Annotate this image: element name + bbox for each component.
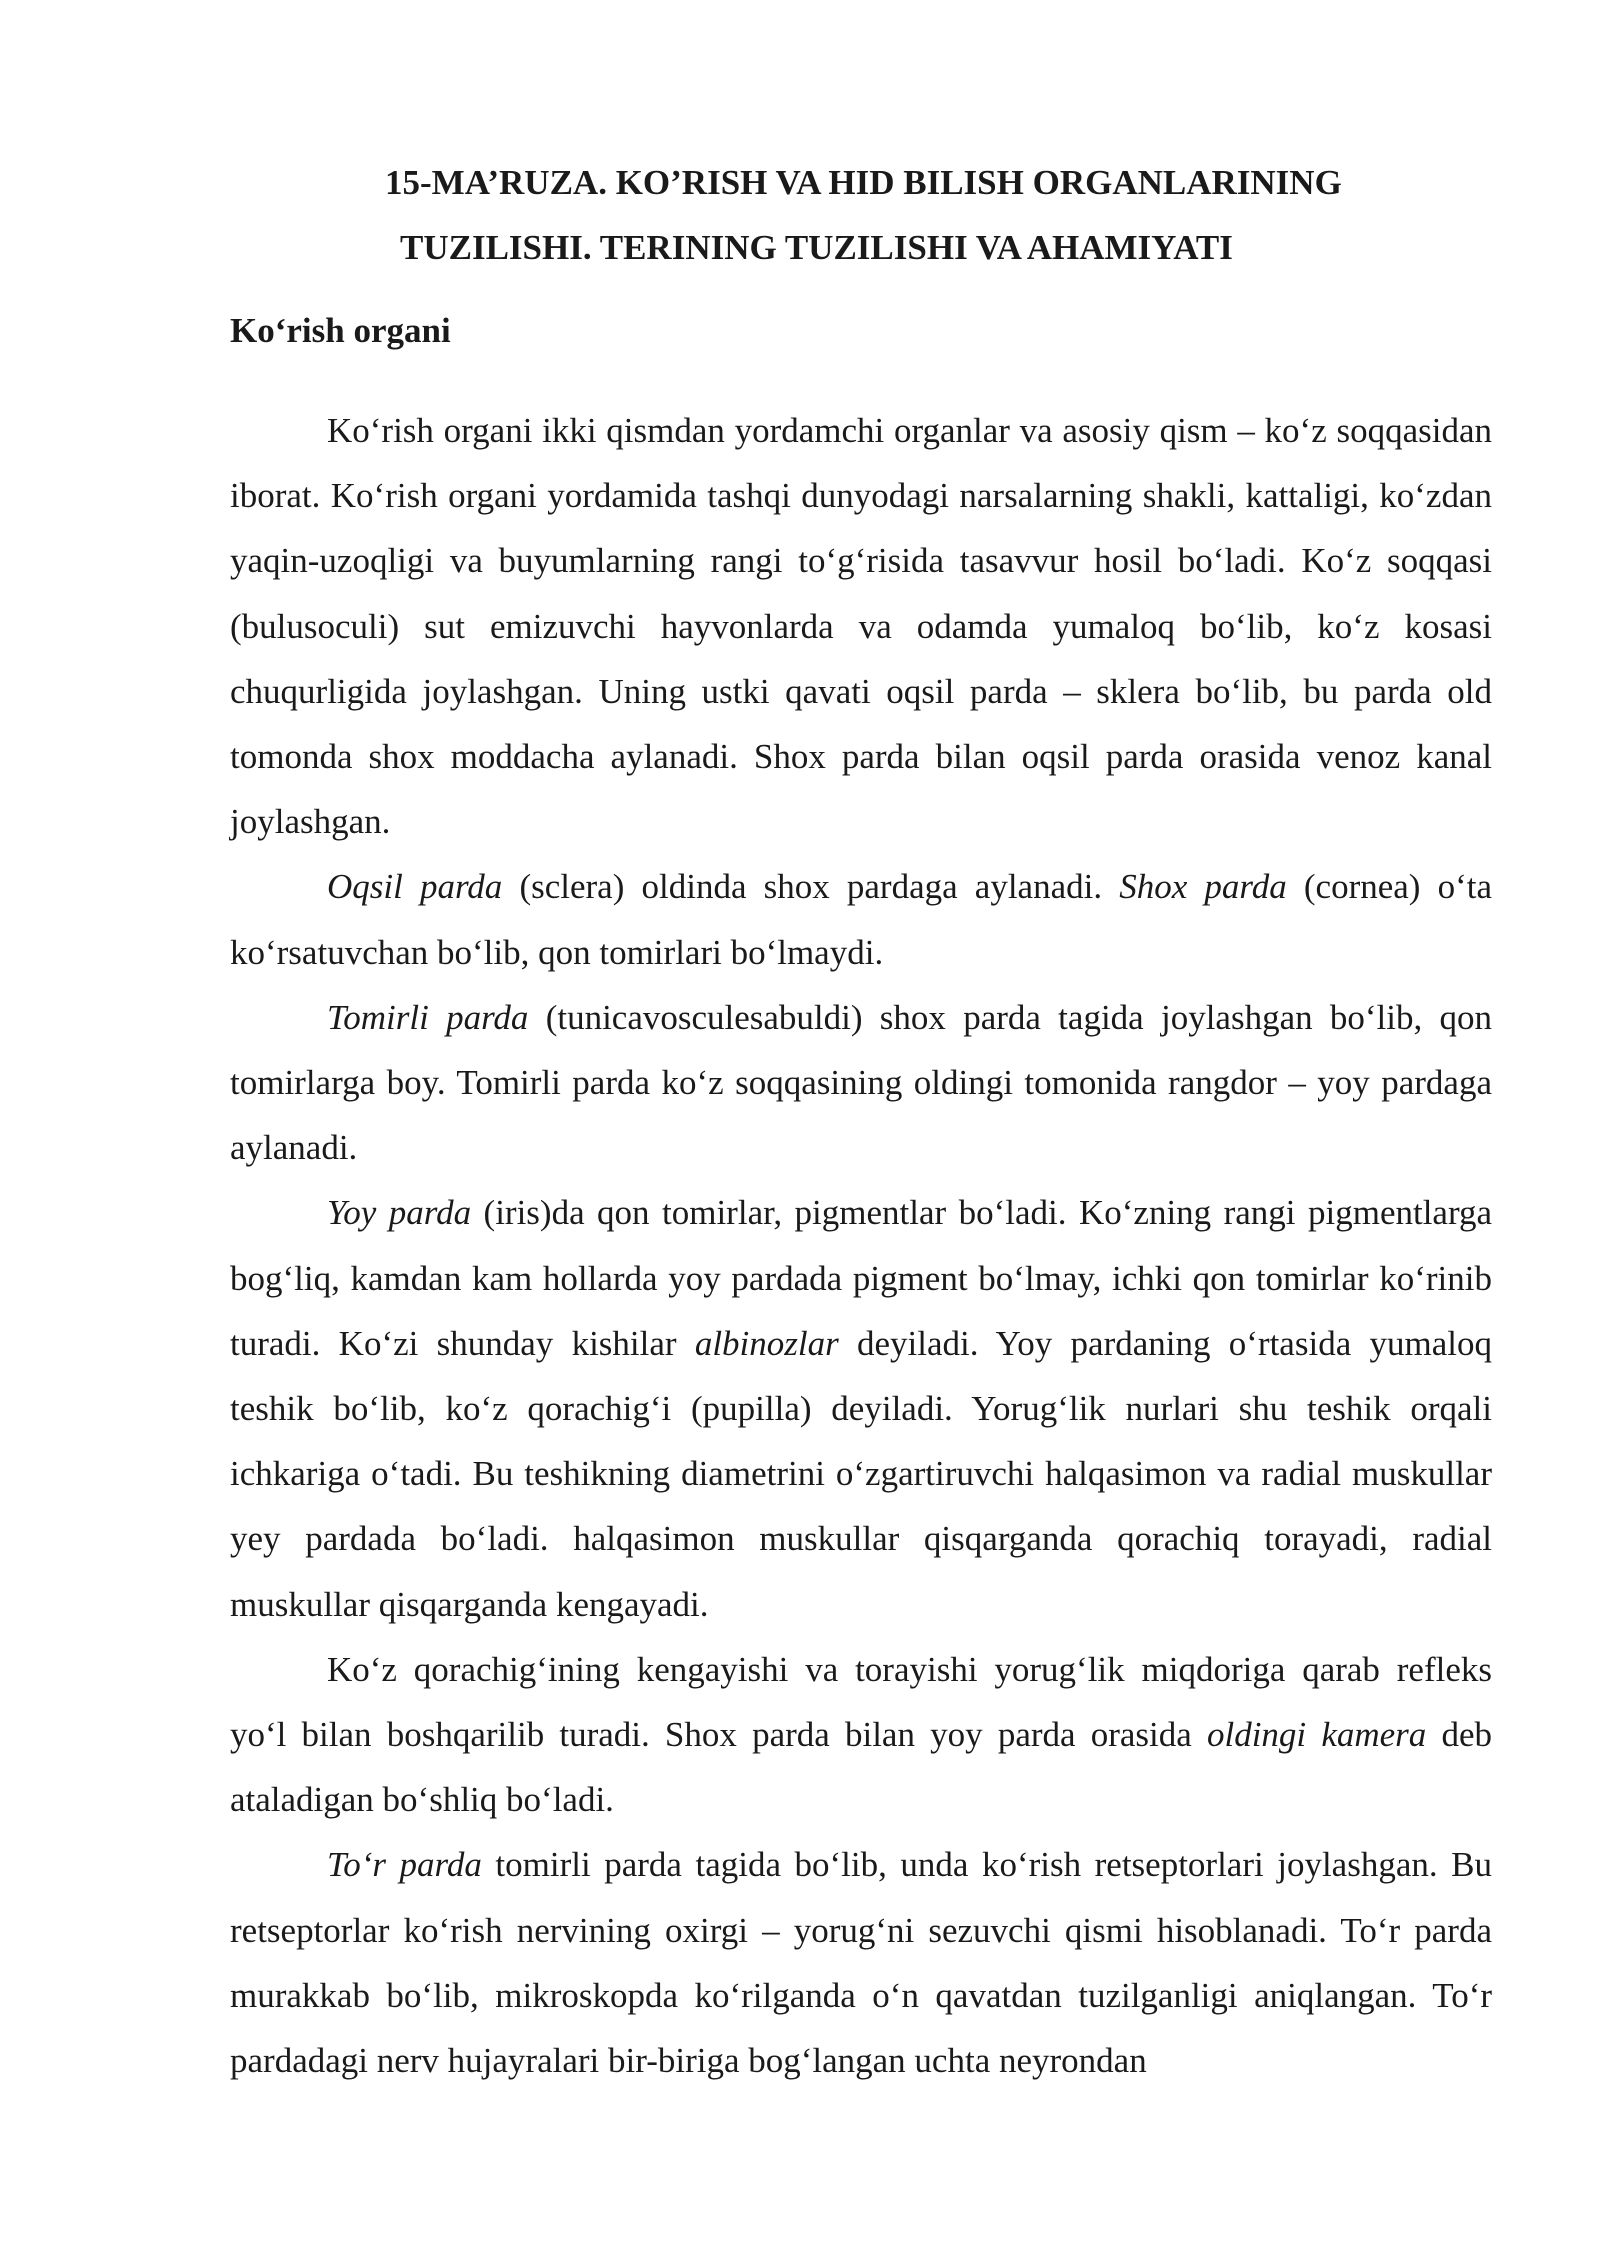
- term-oqsil-parda: Oqsil parda: [327, 867, 503, 907]
- paragraph-4-text-b: deyiladi. Yoy pardaning o‘rtasida yumaloq teshik bo‘lib, ko‘z qorachig‘i (pupilla) deyiladi. Yorug‘lik nurlari shu teshik orqali ichkariga o‘tadi. Bu teshikning diametrini o‘zgartiruvchi halqasimon va radial muskullar yey pardada bo‘ladi. halqasimon muskullar qisqarganda qorachiq torayadi, radial muskullar qisqarganda kengayadi.: [230, 1323, 1492, 1624]
- paragraph-1: [230, 398, 1492, 854]
- paragraph-3: [230, 985, 1492, 1181]
- lecture-title: [230, 150, 1600, 280]
- paragraph-2-text-b: (cornea) o‘ta ko‘rsatuvchan bo‘lib, qon tomirlari bo‘lmaydi.: [230, 867, 1492, 972]
- document-body: [230, 398, 1492, 2093]
- term-tor-parda: To‘r parda: [327, 1845, 482, 1885]
- title-line-1: 15-MA’RUZA. KO’RISH VA HID BILISH ORGANLARINING: [385, 163, 1342, 202]
- paragraph-5: [230, 1637, 1492, 1833]
- paragraph-1-text: Ko‘rish organi ikki qismdan yordamchi organlar va asosiy qism – ko‘z soqqasidan iborat. Ko‘rish organi yordamida tashqi dunyodagi narsalarning shakli, kattaligi, ko‘zdan yaqin-uzoqligi va buyumlarning rangi to‘g‘risida tasavvur hosil bo‘ladi. Ko‘z soqqasi (bulusoculi) sut emizuvchi hayvonlarda va odamda yumaloq bo‘lib, ko‘z kosasi chuqurligida joylashgan. Uning ustki qavati oqsil parda – sklera bo‘lib, bu parda old tomonda shox moddacha aylanadi. Shox parda bilan oqsil parda orasida venoz kanal joylashgan.: [230, 411, 1492, 842]
- term-albinozlar: albinozlar: [694, 1323, 839, 1363]
- paragraph-6-text: tomirli parda tagida bo‘lib, unda ko‘rish retseptorlari joylashgan. Bu retseptorlar ko‘rish nervining oxirgi – yorug‘ni sezuvchi qismi hisoblanadi. To‘r parda murakkab bo‘lib, mikroskopda ko‘rilganda o‘n qavatdan tuzilganligi aniqlangan. To‘r pardadagi nerv hujayralari bir-biriga bog‘langan uchta neyrondan: [230, 1845, 1492, 2081]
- paragraph-5-text-a: Ko‘z qorachig‘ining kengayishi va torayishi yorug‘lik miqdoriga qarab refleks yo‘l bilan boshqarilib turadi. Shox parda bilan yoy parda orasida: [230, 1649, 1492, 1755]
- section-heading: Ko‘rish organi: [230, 311, 451, 350]
- term-oldingi-kamera: oldingi kamera: [1206, 1715, 1427, 1755]
- paragraph-5-text-b: deb ataladigan bo‘shliq bo‘ladi.: [230, 1715, 1493, 1820]
- term-shox-parda: Shox parda: [1119, 867, 1287, 907]
- term-yoy-parda: Yoy parda: [327, 1193, 472, 1233]
- term-tomirli-parda: Tomirli parda: [327, 997, 529, 1037]
- paragraph-2: [230, 854, 1492, 984]
- paragraph-3-text: (tunicavosculesabuldi) shox parda tagida joylashgan bo‘lib, qon tomirlarga boy. Tomirli parda ko‘z soqqasining oldingi tomonida rangdor – yoy pardaga aylanadi.: [230, 997, 1492, 1168]
- paragraph-2-text-a: (sclera) oldinda shox pardaga aylanadi.: [502, 867, 1120, 907]
- paragraph-6: [230, 1832, 1492, 2093]
- title-line-2: TUZILISHI. TERINING TUZILISHI VA AHAMIYATI: [400, 228, 1233, 267]
- paragraph-4: [230, 1180, 1492, 1636]
- paragraph-4-text-a: (iris)da qon tomirlar, pigmentlar bo‘ladi. Ko‘zning rangi pigmentlarga bog‘liq, kamdan kam hollarda yoy pardada pigment bo‘lmay, ichki qon tomirlar ko‘rinib turadi. Ko‘zi shunday kishilar: [230, 1193, 1493, 1363]
